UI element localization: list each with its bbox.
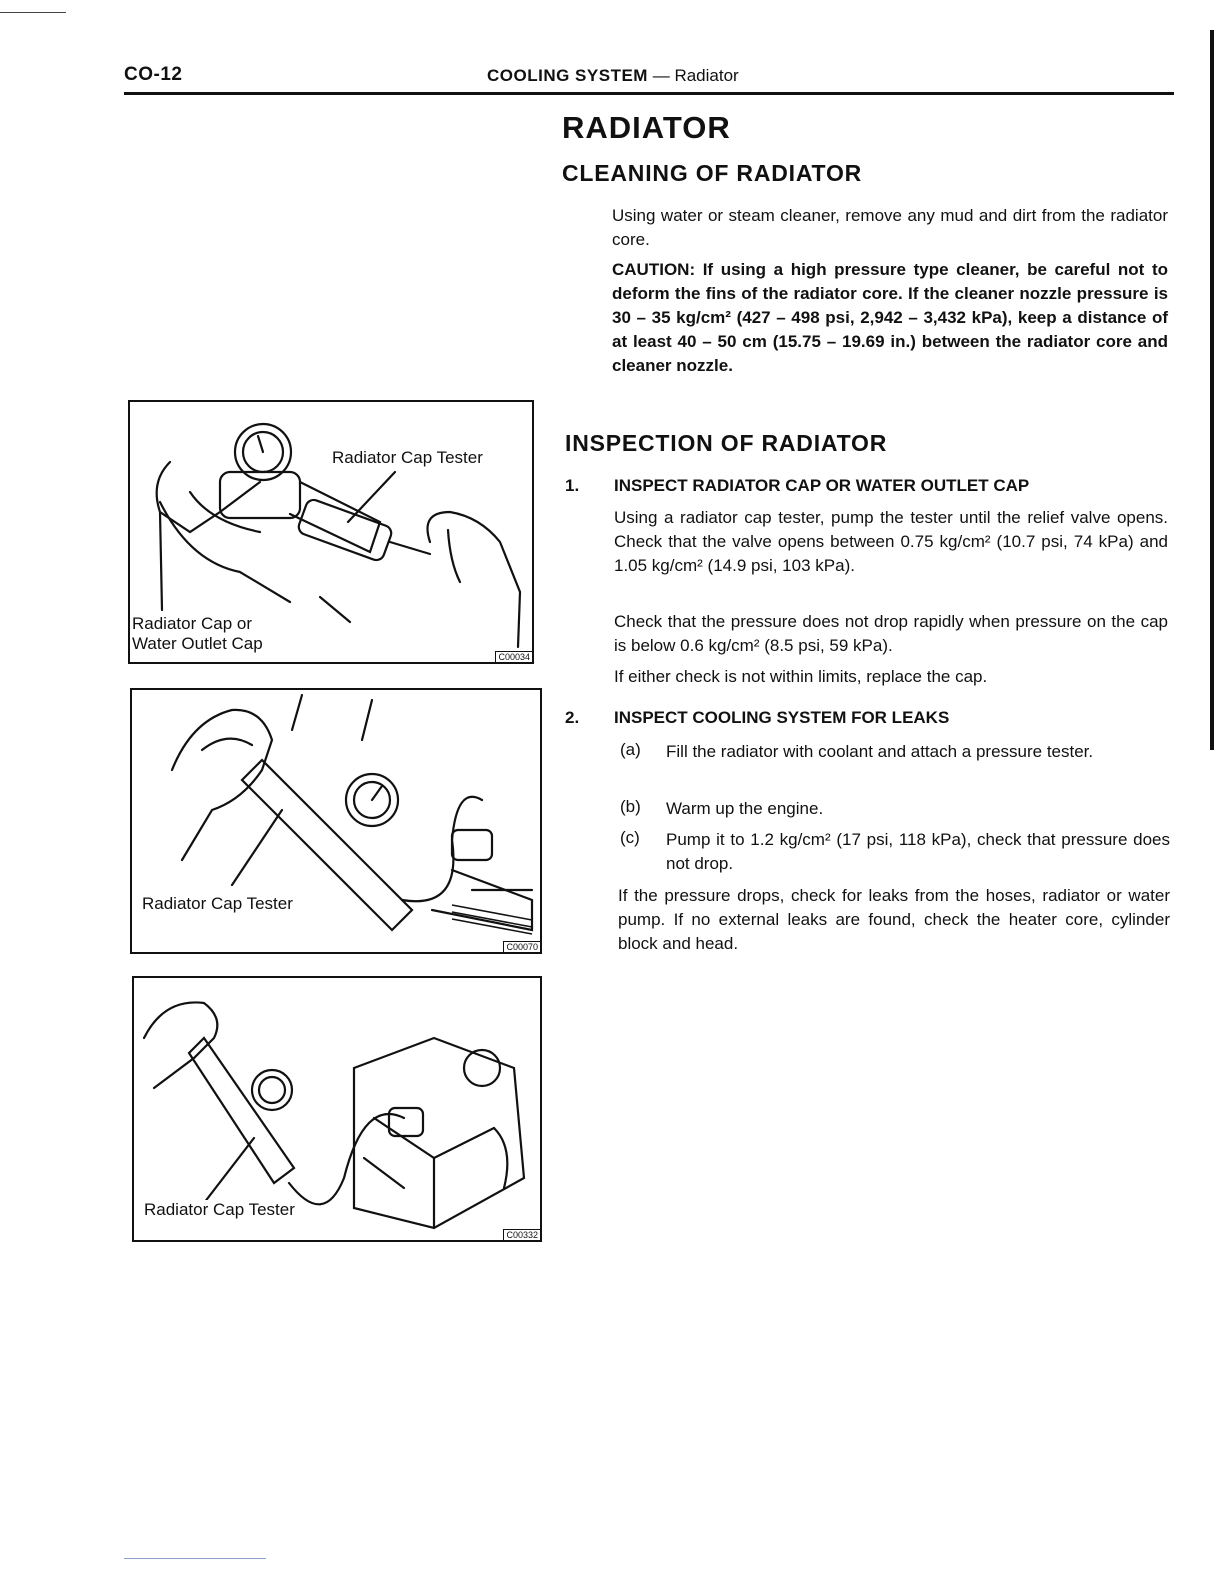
figure-engine-pressure-test — [132, 976, 542, 1242]
figure-1-code: C00034 — [495, 651, 532, 662]
step-1-para-1: Using a radiator cap tester, pump the tester until the relief valve opens. Check that the valve opens between 0.75 kg/cm² (10.7 psi, 74 kPa) and 1.05 kg/cm² (14.9 psi, 103 kPa). — [614, 508, 1168, 575]
figure-1-cap-label-line-1: Radiator Cap or — [132, 614, 253, 633]
header-rule — [124, 92, 1174, 95]
figure-radiator-cap-tester — [128, 400, 534, 664]
page-header — [124, 64, 1172, 94]
step-2b-text: Warm up the engine. — [666, 799, 824, 818]
figure-2-code: C00070 — [503, 941, 540, 952]
inspection-title: INSPECTION OF RADIATOR — [565, 430, 888, 456]
step-2a-letter: (a) — [620, 740, 641, 759]
cleaning-text: Using water or steam cleaner, remove any mud and dirt from the radiator core. — [612, 206, 1168, 249]
figure-1-cap-label-line-2: Water Outlet Cap — [132, 634, 263, 653]
step-2c-letter: (c) — [620, 828, 640, 847]
cleaning-caution: CAUTION: If using a high pressure type cleaner, be careful not to deform the fins of the radiator core. If the cleaner nozzle pressure is 30 – 35 kg/cm² (427 – 498 psi, 2,942 – 3,432 kPa), keep a distance of at least 40 – 50 cm (15.75 – 19.69 in.) between the radiator core and cleaner nozzle. — [612, 260, 1168, 375]
step-2-para: If the pressure drops, check for leaks from the hoses, radiator or water pump. If no external leaks are found, check the heater core, cylinder block and head. — [618, 886, 1170, 953]
step-2-number: 2. — [565, 708, 580, 727]
step-1-number: 1. — [565, 476, 580, 495]
step-1-para-2: Check that the pressure does not drop rapidly when pressure on the cap is below 0.6 kg/cm² (8.5 psi, 59 kPa). — [614, 612, 1168, 655]
figure-1-tester-label: Radiator Cap Tester — [332, 448, 483, 467]
header-section: COOLING SYSTEM — [487, 66, 648, 85]
figure-2-tester-label: Radiator Cap Tester — [142, 894, 293, 913]
figure-cooling-leak-test — [130, 688, 542, 954]
figure-1-cap-label — [132, 614, 263, 654]
step-1-title: INSPECT RADIATOR CAP OR WATER OUTLET CAP — [614, 476, 1030, 495]
step-1-para-3: If either check is not within limits, replace the cap. — [614, 667, 988, 686]
step-2b-letter: (b) — [620, 797, 641, 816]
step-2-title: INSPECT COOLING SYSTEM FOR LEAKS — [614, 708, 950, 727]
page-number: CO-12 — [124, 64, 183, 85]
step-2c-text: Pump it to 1.2 kg/cm² (17 psi, 118 kPa), check that pressure does not drop. — [666, 830, 1170, 873]
page-title: RADIATOR — [562, 110, 731, 145]
header-title — [487, 66, 739, 86]
figure-3-code: C00332 — [503, 1229, 540, 1240]
corner-mark — [0, 12, 66, 13]
header-separator: — — [652, 66, 670, 85]
header-subsection: Radiator — [674, 66, 739, 85]
step-2a-text: Fill the radiator with coolant and attach a pressure tester. — [666, 742, 1094, 761]
scan-edge-line — [1210, 30, 1214, 750]
cleaning-title: CLEANING OF RADIATOR — [562, 160, 863, 186]
footer-line — [124, 1558, 266, 1559]
figure-3-tester-label: Radiator Cap Tester — [144, 1200, 295, 1219]
